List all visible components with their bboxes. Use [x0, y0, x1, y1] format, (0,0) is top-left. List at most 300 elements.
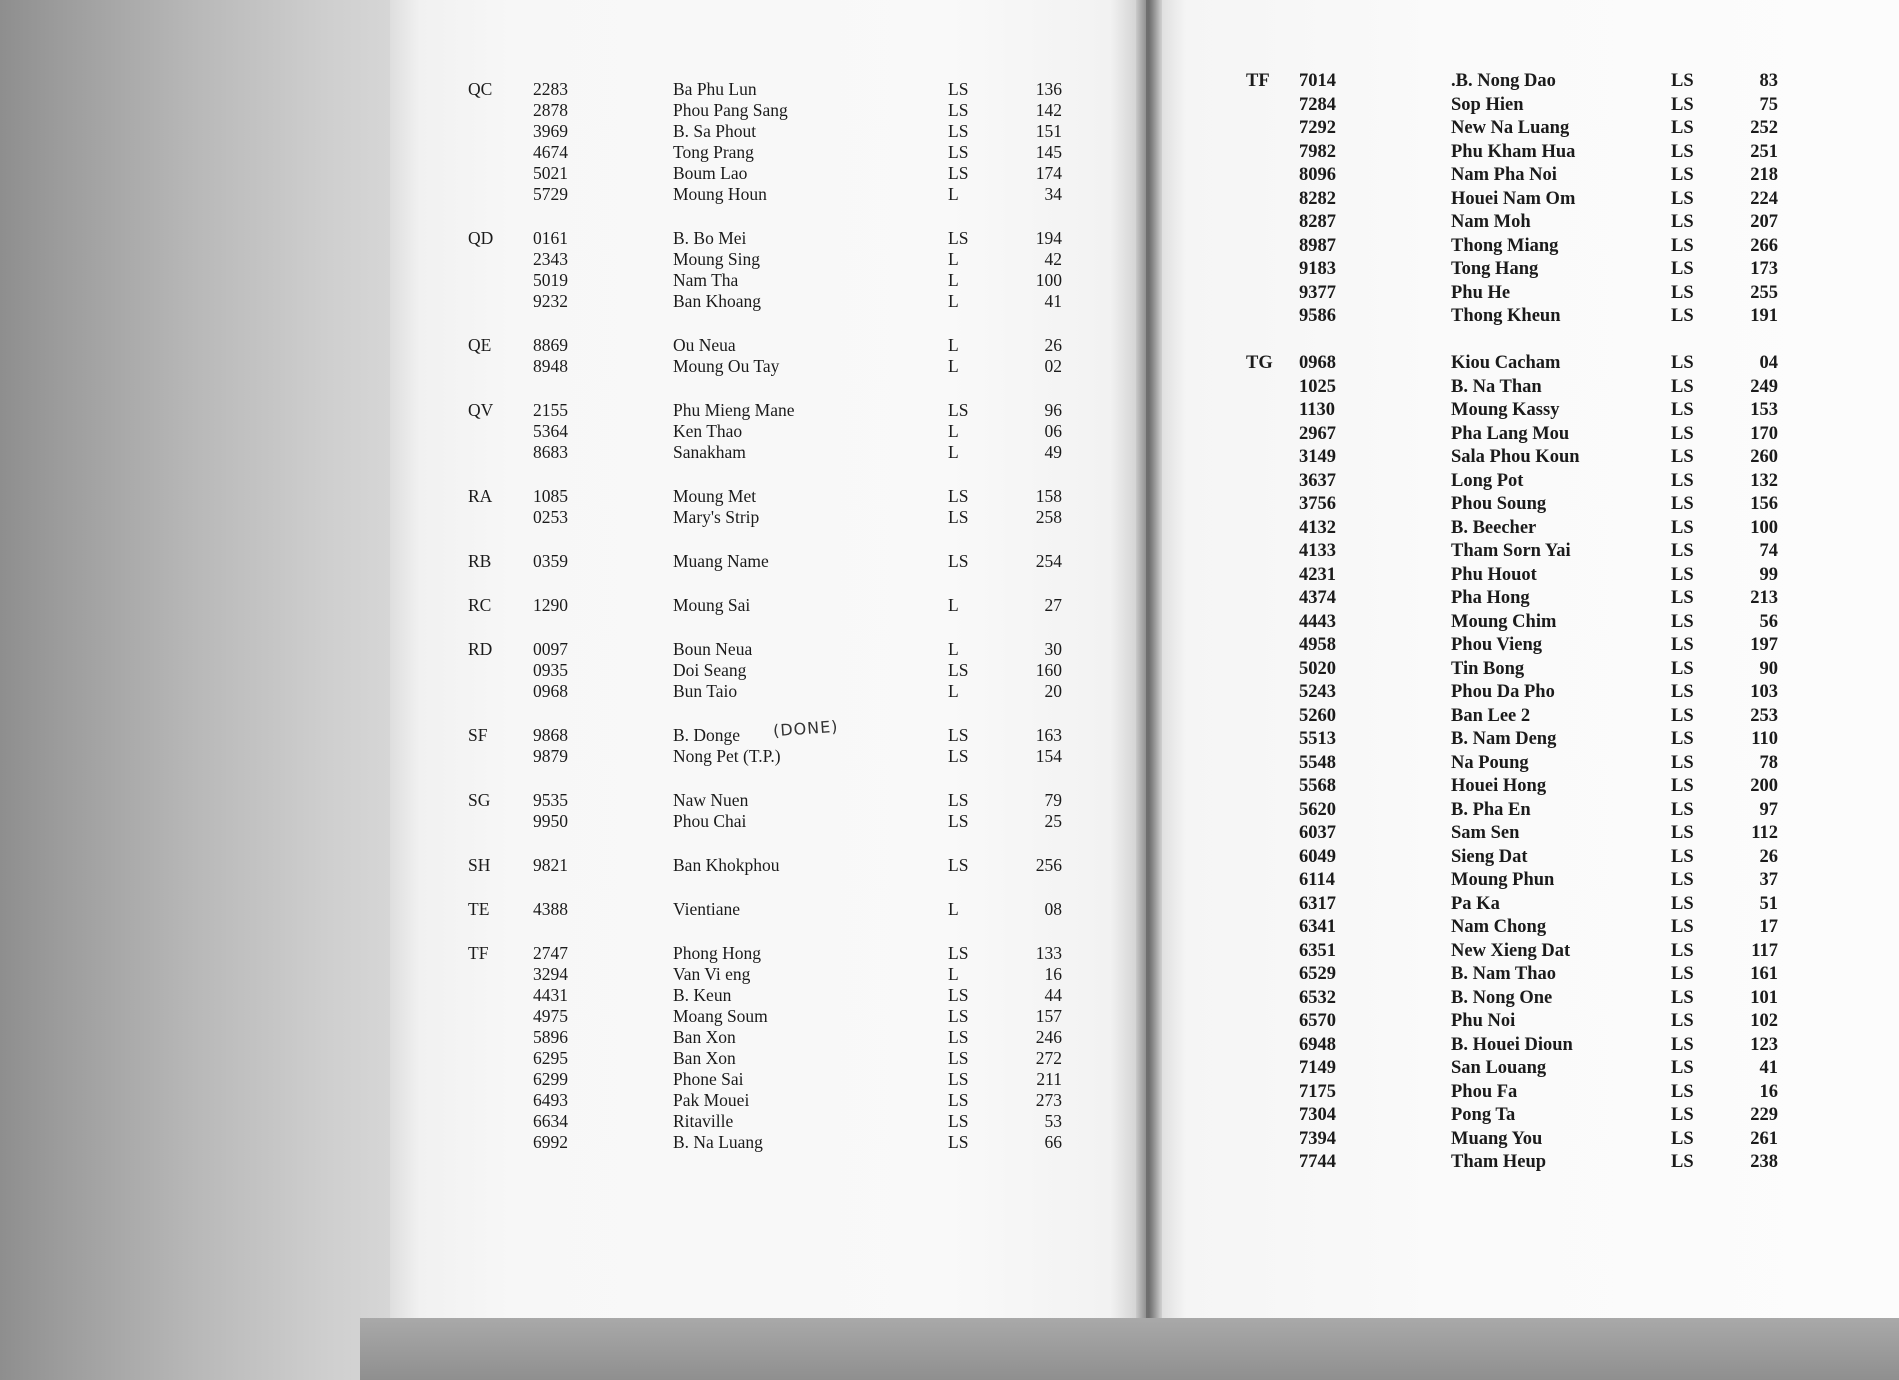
- site-type: L: [948, 184, 959, 204]
- index-entry: [1146, 188, 1899, 210]
- place-name: Ban Khokphou: [673, 855, 780, 875]
- grid-number: 0359: [533, 551, 568, 571]
- index-entry: [390, 1131, 1146, 1153]
- grid-number: 1130: [1299, 400, 1335, 420]
- site-type: LS: [1671, 635, 1694, 655]
- site-number: 112: [1751, 823, 1778, 843]
- index-entry: [1146, 517, 1899, 539]
- index-entry: [1146, 399, 1899, 421]
- place-name: Vientiane: [673, 899, 740, 919]
- index-entry: [1146, 822, 1899, 844]
- place-name: San Louang: [1451, 1058, 1547, 1078]
- site-number: 246: [1035, 1027, 1062, 1047]
- site-number: 142: [1035, 100, 1062, 120]
- site-number: 145: [1035, 142, 1062, 162]
- index-entry: [390, 78, 1146, 100]
- grid-number: 5620: [1299, 799, 1336, 820]
- place-name: New Xieng Dat: [1451, 940, 1571, 961]
- site-type: LS: [948, 1069, 969, 1089]
- grid-number: 0161: [533, 228, 568, 248]
- site-type: LS: [1671, 611, 1694, 632]
- grid-number: 4958: [1299, 635, 1336, 655]
- index-entry: [1146, 141, 1899, 163]
- place-name: Phong Hong: [673, 943, 761, 963]
- grid-number: 5513: [1299, 729, 1336, 749]
- site-type: LS: [1671, 212, 1694, 232]
- scan-bottom-edge: [360, 1318, 1899, 1380]
- grid-number: 2747: [533, 943, 568, 963]
- site-type: LS: [948, 746, 969, 766]
- index-entry: [1146, 305, 1899, 327]
- index-entry: [390, 1047, 1146, 1069]
- place-name: Ken Thao: [673, 421, 743, 441]
- site-number: 41: [1759, 1058, 1778, 1078]
- grid-number: 7394: [1299, 1128, 1336, 1149]
- site-type: L: [948, 249, 959, 269]
- site-type: LS: [1671, 376, 1694, 397]
- grid-number: 9377: [1299, 282, 1336, 303]
- site-number: 224: [1750, 188, 1778, 209]
- index-entry: [1146, 611, 1899, 633]
- index-entry: [390, 1026, 1146, 1048]
- index-entry: [1146, 235, 1899, 257]
- place-name: Na Poung: [1451, 752, 1529, 773]
- site-number: 266: [1750, 235, 1778, 256]
- site-number: 207: [1750, 212, 1778, 232]
- site-type: LS: [1671, 188, 1694, 209]
- site-number: 110: [1751, 729, 1778, 749]
- grid-number: 5020: [1299, 658, 1336, 679]
- site-type: L: [948, 639, 959, 659]
- place-name: B. Pha En: [1451, 799, 1531, 820]
- index-entry: [390, 355, 1146, 377]
- place-name: B. Nam Thao: [1451, 964, 1557, 984]
- grid-number: 7175: [1299, 1081, 1336, 1102]
- site-type: LS: [1671, 470, 1694, 491]
- index-entry: [1146, 94, 1899, 116]
- grid-number: 4132: [1299, 517, 1336, 538]
- place-name: Mary's Strip: [673, 507, 760, 527]
- place-name: B. Donge: [673, 725, 741, 745]
- grid-number: 3969: [533, 121, 568, 141]
- site-type: LS: [948, 790, 969, 810]
- index-entry: [390, 680, 1146, 702]
- index-entry: [390, 984, 1146, 1006]
- place-name: Moung Chim: [1451, 611, 1557, 632]
- index-entry: [390, 420, 1146, 442]
- index-entry: [1146, 634, 1899, 656]
- index-entry: [390, 290, 1146, 312]
- site-type: L: [948, 964, 959, 984]
- grid-number: 3149: [1299, 447, 1336, 467]
- site-number: 200: [1750, 776, 1778, 796]
- grid-number: 6529: [1299, 964, 1336, 984]
- index-entry: [1146, 799, 1899, 821]
- site-type: LS: [1671, 165, 1694, 185]
- index-entry: [390, 162, 1146, 184]
- site-type: LS: [948, 400, 969, 420]
- place-name: Moung Sing: [673, 249, 761, 269]
- place-name: Bun Taio: [673, 681, 738, 701]
- grid-number: 8948: [533, 356, 568, 376]
- grid-number: 6037: [1299, 823, 1336, 843]
- zone-code: TF: [1246, 71, 1270, 91]
- place-name: Moung Phun: [1451, 870, 1555, 890]
- place-name: B. Sa Phout: [673, 121, 757, 141]
- site-type: LS: [948, 486, 969, 506]
- site-number: 51: [1759, 893, 1778, 914]
- place-name: .B. Nong Dao: [1451, 71, 1556, 91]
- site-type: LS: [1671, 682, 1694, 702]
- place-name: Tin Bong: [1451, 658, 1525, 679]
- grid-number: 4975: [533, 1006, 568, 1026]
- site-type: LS: [948, 1006, 969, 1026]
- site-type: LS: [1671, 1081, 1694, 1102]
- grid-number: 6570: [1299, 1011, 1336, 1031]
- site-number: 157: [1035, 1006, 1062, 1026]
- site-type: L: [948, 291, 959, 311]
- place-name: Ban Xon: [673, 1027, 736, 1047]
- grid-number: 6351: [1299, 940, 1336, 961]
- site-number: 256: [1035, 855, 1062, 875]
- place-name: Phou Soung: [1451, 494, 1547, 514]
- index-entry: [390, 227, 1146, 249]
- grid-number: 5729: [533, 184, 568, 204]
- index-entry: [390, 120, 1146, 142]
- grid-number: 5548: [1299, 752, 1336, 773]
- grid-number: 3637: [1299, 470, 1336, 491]
- site-number: 26: [1044, 335, 1062, 355]
- grid-number: 9868: [533, 725, 568, 745]
- site-number: 34: [1044, 184, 1062, 204]
- index-entry: [1146, 1010, 1899, 1032]
- grid-number: 9232: [533, 291, 568, 311]
- place-name: Ban Khoang: [673, 291, 761, 311]
- site-number: 160: [1035, 660, 1062, 680]
- zone-code: QD: [468, 228, 494, 248]
- place-name: Phou Da Pho: [1451, 682, 1555, 702]
- site-number: 252: [1750, 118, 1778, 138]
- zone-code: RC: [468, 595, 492, 615]
- place-name: B. Keun: [673, 985, 732, 1005]
- place-name: Van Vi eng: [673, 964, 751, 984]
- place-name: Moang Soum: [673, 1006, 768, 1026]
- grid-number: 6317: [1299, 893, 1336, 914]
- place-name: Doi Seang: [673, 660, 747, 680]
- grid-number: 7014: [1299, 71, 1336, 91]
- site-number: 97: [1759, 799, 1778, 820]
- place-name: Muang Name: [673, 551, 769, 571]
- grid-number: 7304: [1299, 1105, 1336, 1125]
- index-entry: [1146, 846, 1899, 868]
- zone-code: QC: [468, 79, 493, 99]
- grid-number: 7982: [1299, 141, 1336, 162]
- site-number: 30: [1044, 639, 1062, 659]
- grid-number: 0935: [533, 660, 568, 680]
- site-number: 75: [1759, 94, 1778, 115]
- index-entry: [390, 399, 1146, 421]
- site-type: LS: [948, 811, 969, 831]
- grid-number: 4374: [1299, 588, 1336, 608]
- index-entry: [1146, 564, 1899, 586]
- grid-number: 0968: [533, 681, 568, 701]
- grid-number: 1085: [533, 486, 568, 506]
- place-name: Pak Mouei: [673, 1090, 750, 1110]
- site-type: LS: [1671, 870, 1694, 890]
- site-type: LS: [948, 1027, 969, 1047]
- place-name: Muang You: [1451, 1128, 1543, 1149]
- index-entry: [390, 334, 1146, 356]
- site-number: 117: [1751, 940, 1778, 961]
- index-entry: [1146, 1128, 1899, 1150]
- grid-number: 4231: [1299, 564, 1336, 585]
- place-name: Naw Nuen: [673, 790, 749, 810]
- place-name: Houei Hong: [1451, 776, 1547, 796]
- index-entry: [1146, 916, 1899, 938]
- book-gutter: [1136, 0, 1162, 1330]
- site-number: 74: [1759, 541, 1778, 561]
- site-type: LS: [1671, 564, 1694, 585]
- site-type: LS: [948, 943, 969, 963]
- index-entry: [390, 942, 1146, 964]
- zone-code: SH: [468, 855, 491, 875]
- place-name: B. Bo Mei: [673, 228, 747, 248]
- site-number: 66: [1044, 1132, 1062, 1152]
- site-number: 229: [1750, 1105, 1778, 1125]
- grid-number: 7292: [1299, 118, 1336, 138]
- index-entry: [1146, 470, 1899, 492]
- place-name: Sieng Dat: [1451, 846, 1528, 867]
- zone-code: TE: [468, 899, 490, 919]
- index-entry: [390, 183, 1146, 205]
- site-type: LS: [948, 79, 969, 99]
- zone-code: TG: [1246, 353, 1273, 373]
- site-type: LS: [1671, 541, 1694, 561]
- site-number: 154: [1035, 746, 1062, 766]
- place-name: Pha Hong: [1451, 588, 1530, 608]
- site-type: LS: [1671, 823, 1694, 843]
- site-number: 258: [1035, 507, 1062, 527]
- site-number: 100: [1750, 517, 1778, 538]
- grid-number: 6299: [533, 1069, 568, 1089]
- place-name: Moung Sai: [673, 595, 751, 615]
- site-type: LS: [1671, 306, 1694, 326]
- site-number: 101: [1750, 987, 1778, 1008]
- site-type: LS: [1671, 494, 1694, 514]
- site-type: LS: [1671, 259, 1694, 279]
- site-type: LS: [1671, 752, 1694, 773]
- site-number: 06: [1044, 421, 1062, 441]
- index-entry: [390, 99, 1146, 121]
- index-entry: [1146, 681, 1899, 703]
- site-number: 254: [1035, 551, 1062, 571]
- site-type: LS: [1671, 447, 1694, 467]
- index-entry: [1146, 540, 1899, 562]
- site-type: LS: [948, 660, 969, 680]
- place-name: Kiou Cacham: [1451, 353, 1561, 373]
- grid-number: 7149: [1299, 1058, 1336, 1078]
- grid-number: 1290: [533, 595, 568, 615]
- zone-code: RD: [468, 639, 493, 659]
- place-name: Phu Mieng Mane: [673, 400, 795, 420]
- index-entry: [390, 1089, 1146, 1111]
- site-number: 49: [1044, 442, 1062, 462]
- grid-number: 5260: [1299, 705, 1336, 726]
- grid-number: 9950: [533, 811, 568, 831]
- site-number: 136: [1035, 79, 1062, 99]
- site-type: L: [948, 270, 959, 290]
- place-name: Phou Chai: [673, 811, 747, 831]
- grid-number: 9183: [1299, 259, 1336, 279]
- index-entry: [1146, 352, 1899, 374]
- place-name: Pha Lang Mou: [1451, 423, 1570, 444]
- site-type: LS: [1671, 517, 1694, 538]
- site-type: LS: [1671, 987, 1694, 1008]
- site-type: L: [948, 421, 959, 441]
- place-name: B. Na Luang: [673, 1132, 763, 1152]
- site-type: LS: [1671, 705, 1694, 726]
- site-number: 170: [1750, 423, 1778, 444]
- site-type: LS: [1671, 917, 1694, 937]
- site-type: LS: [1671, 282, 1694, 303]
- grid-number: 8987: [1299, 235, 1336, 256]
- zone-code: RA: [468, 486, 493, 506]
- site-number: 132: [1750, 470, 1778, 491]
- zone-code: RB: [468, 551, 492, 571]
- place-name: Long Pot: [1451, 470, 1524, 491]
- place-name: Thong Miang: [1451, 235, 1559, 256]
- site-number: 44: [1044, 985, 1062, 1005]
- index-entry: [390, 594, 1146, 616]
- index-entry: [1146, 1081, 1899, 1103]
- index-entry: [390, 898, 1146, 920]
- grid-number: 4443: [1299, 611, 1336, 632]
- site-number: 20: [1044, 681, 1062, 701]
- site-type: LS: [1671, 1105, 1694, 1125]
- grid-number: 6049: [1299, 846, 1336, 867]
- site-type: LS: [1671, 1128, 1694, 1149]
- site-number: 218: [1750, 165, 1778, 185]
- grid-number: 8683: [533, 442, 568, 462]
- index-entry: [1146, 869, 1899, 891]
- index-entry: [390, 550, 1146, 572]
- site-number: 272: [1035, 1048, 1062, 1068]
- site-type: LS: [1671, 400, 1694, 420]
- place-name: Phou Fa: [1451, 1081, 1518, 1102]
- place-name: Nong Pet (T.P.): [673, 746, 781, 766]
- index-entry: [1146, 752, 1899, 774]
- index-entry: [1146, 1034, 1899, 1056]
- place-name: Ba Phu Lun: [673, 79, 757, 99]
- place-name: Boum Lao: [673, 163, 748, 183]
- site-number: 25: [1044, 811, 1062, 831]
- site-number: 08: [1044, 899, 1062, 919]
- grid-number: 8282: [1299, 188, 1336, 209]
- grid-number: 6634: [533, 1111, 568, 1131]
- place-name: Phu Kham Hua: [1451, 141, 1576, 162]
- site-number: 53: [1044, 1111, 1062, 1131]
- index-entry: [390, 638, 1146, 660]
- site-type: LS: [1671, 235, 1694, 256]
- place-name: Pong Ta: [1451, 1105, 1516, 1125]
- index-entry: [390, 1068, 1146, 1090]
- place-name: Sanakham: [673, 442, 746, 462]
- place-name: Phou Pang Sang: [673, 100, 788, 120]
- place-name: Boun Neua: [673, 639, 753, 659]
- grid-number: 3294: [533, 964, 568, 984]
- site-number: 253: [1750, 705, 1778, 726]
- index-entry: [390, 1005, 1146, 1027]
- place-name: Sala Phou Koun: [1451, 447, 1580, 467]
- grid-number: 8869: [533, 335, 568, 355]
- site-type: LS: [1671, 118, 1694, 138]
- site-number: 197: [1750, 635, 1778, 655]
- index-entry: [1146, 963, 1899, 985]
- index-entry: [390, 659, 1146, 681]
- site-number: 255: [1750, 282, 1778, 303]
- site-number: 37: [1759, 870, 1778, 890]
- site-number: 27: [1044, 595, 1062, 615]
- place-name: Moung Houn: [673, 184, 767, 204]
- site-type: LS: [948, 121, 969, 141]
- grid-number: 5019: [533, 270, 568, 290]
- site-type: LS: [1671, 588, 1694, 608]
- grid-number: 7744: [1299, 1152, 1336, 1172]
- site-number: 161: [1750, 964, 1778, 984]
- grid-number: 6992: [533, 1132, 568, 1152]
- site-type: LS: [1671, 893, 1694, 914]
- zone-code: QV: [468, 400, 494, 420]
- site-type: LS: [1671, 353, 1694, 373]
- grid-number: 6295: [533, 1048, 568, 1068]
- place-name: Ban Lee 2: [1451, 705, 1531, 726]
- site-number: 158: [1035, 486, 1062, 506]
- place-name: Phou Vieng: [1451, 635, 1542, 655]
- place-name: Nam Pha Noi: [1451, 165, 1557, 185]
- grid-number: 9821: [533, 855, 568, 875]
- place-name: Moung Kassy: [1451, 400, 1560, 420]
- place-name: B. Nong One: [1451, 987, 1553, 1008]
- place-name: Nam Chong: [1451, 917, 1547, 937]
- site-type: LS: [1671, 846, 1694, 867]
- place-name: B. Nam Deng: [1451, 729, 1557, 749]
- site-number: 174: [1035, 163, 1062, 183]
- site-number: 261: [1750, 1128, 1778, 1149]
- site-number: 16: [1044, 964, 1062, 984]
- index-entry: [1146, 211, 1899, 233]
- grid-number: 0097: [533, 639, 568, 659]
- site-number: 249: [1750, 376, 1778, 397]
- place-name: Tham Heup: [1451, 1152, 1547, 1172]
- place-name: Moung Ou Tay: [673, 356, 780, 376]
- index-entry: [390, 485, 1146, 507]
- grid-number: 5568: [1299, 776, 1336, 796]
- index-entry: [390, 789, 1146, 811]
- index-entry: [390, 963, 1146, 985]
- grid-number: 6493: [533, 1090, 568, 1110]
- site-type: LS: [1671, 729, 1694, 749]
- grid-number: 9535: [533, 790, 568, 810]
- site-number: 78: [1759, 752, 1778, 773]
- handwritten-note: (DONE): [772, 716, 840, 741]
- site-number: 16: [1759, 1081, 1778, 1102]
- site-number: 96: [1044, 400, 1062, 420]
- site-number: 153: [1750, 400, 1778, 420]
- site-type: LS: [1671, 94, 1694, 115]
- index-entry: [1146, 1151, 1899, 1173]
- grid-number: 8287: [1299, 212, 1336, 232]
- site-type: LS: [948, 1132, 969, 1152]
